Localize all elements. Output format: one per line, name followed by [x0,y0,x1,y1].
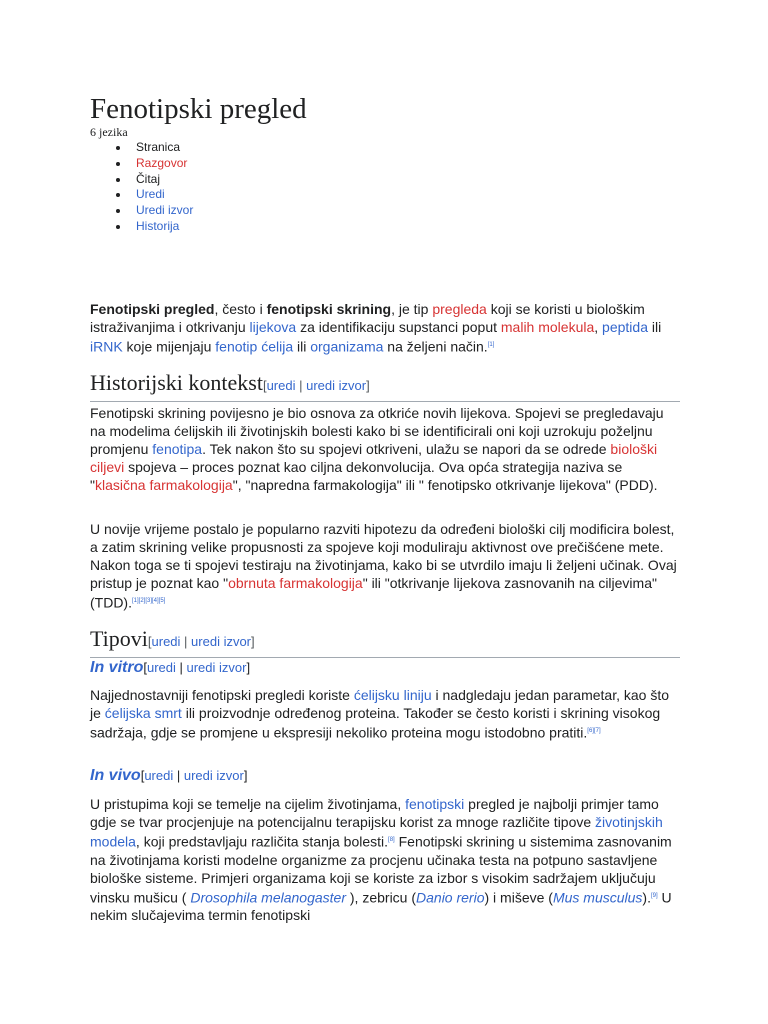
historijski-paragraph-1: Fenotipski skrining povijesno je bio osnova za otkriće novih lijekova. Spojevi se pregledavaju na modelima ćelijskih ili životinjskih bolesti kako bi se identificirali oni koji uzrokuju poželjnu promjenu fenotipa. Tek nakon što su spojevi otkriveni, ulažu se napori da se odrede biološki ciljevi spojeva – proces poznat kao ciljna dekonvolucija. Ova opća strategija naziva se "klasična farmakologija", "napredna farmakologija" ili " fenotipsko otkrivanje lijekova" (PDD). [90,405,664,493]
section-heading-historijski: Historijski kontekst[uredi | uredi izvor] [90,370,680,402]
reference[interactable]: [8] [388,837,395,843]
intro-paragraph: Fenotipski pregled, često i fenotipski skrining, je tip pregleda koji se koristi u biološkim istraživanjima i otkrivanju lijekova za identifikaciju supstanci poput malih molekula, peptida ili iRNK koje mijenjaju fenotip ćelija ili organizama na željeni način.[1] [90,301,662,355]
section-edit-links: [uredi | uredi izvor] [262,378,370,393]
action-citaj[interactable]: Čitaj [90,172,193,188]
subsection-heading-in-vivo: In vivo[uredi | uredi izvor] [90,767,248,784]
link-obrnuta-farmakologija[interactable]: obrnuta farmakologija [228,575,363,591]
action-historija[interactable]: Historija [90,219,193,235]
edit-source-link[interactable]: uredi izvor [191,634,252,649]
reference[interactable]: [9] [650,892,658,899]
section-edit-links: [uredi | uredi izvor] [140,768,248,783]
in-vivo-paragraph: U pristupima koji se temelje na cijelim životinjama, fenotipski pregled je najbolji primjer tamo gdje se tvar procjenjuje na potencijalnu terapijsku korist za mnoge različite tipove životinjskih modela, koji predstavljaju različita stanja bolesti.[8] Fenotipski skrining u sistemima zasnovanim na životinjama koristi modelne organizme za procjenu učinaka testa na potpuno sastavljene biološke sisteme. Primjeri organizama koji se koriste za izbor s visokim sadržajem uključuju vinsku mušicu ( Drosophila melanogaster ), zebricu (Danio rerio) i miševe (Mus musculus).[9] U nekim slučajevima termin fenotipski [90,796,672,924]
action-uredi-izvor[interactable]: Uredi izvor [90,203,193,219]
link-zivotinjskih-modela[interactable]: životinjskih modela [90,814,663,850]
link-malih-molekula[interactable]: malih molekula [500,319,595,335]
link-klasicna-farmakologija[interactable]: klasična farmakologija [94,477,233,493]
action-stranica[interactable]: Stranica [90,140,193,156]
edit-source-link[interactable]: uredi izvor [183,768,244,783]
link-drosophila[interactable]: Drosophila melanogaster [190,889,346,906]
reference[interactable]: [1] [487,342,495,348]
edit-link[interactable]: uredi [151,634,181,649]
link-bioloski-ciljevi[interactable]: biološki ciljevi [90,441,658,475]
action-razgovor[interactable]: Razgovor [90,156,193,172]
link-fenotipa[interactable]: fenotipa [152,441,203,457]
section-edit-links: [uredi | uredi izvor] [143,660,251,675]
edit-link[interactable]: uredi [144,768,174,783]
link-fenotip-celija[interactable]: fenotip ćelija [215,338,294,355]
subsection-heading-in-vitro: In vitro[uredi | uredi izvor] [90,659,251,676]
languages-link[interactable]: 6 jezika [90,125,128,139]
page-title: Fenotipski pregled [90,93,307,125]
link-mus-musculus[interactable]: Mus musculus [552,889,643,906]
link-fenotipski[interactable]: fenotipski [405,796,465,812]
link-irnk[interactable]: iRNK [90,338,123,355]
link-organizama[interactable]: organizama [310,338,384,355]
link-pregleda[interactable]: pregleda [432,301,487,317]
link-lijekova[interactable]: lijekova [249,319,297,335]
link-celijsku-liniju[interactable]: ćelijsku liniju [353,687,432,703]
reference[interactable]: [6][7] [587,728,601,734]
section-heading-tipovi: Tipovi[uredi | uredi izvor] [90,626,680,658]
edit-link[interactable]: uredi [266,378,296,393]
link-celijska-smrt[interactable]: ćelijska smrt [104,705,182,721]
edit-source-link[interactable]: uredi izvor [186,660,247,675]
edit-link[interactable]: uredi [146,660,176,675]
historijski-paragraph-2: U novije vrijeme postalo je popularno razviti hipotezu da određeni biološki cilj modificira bolest, a zatim skrining velike propusnosti za spojeve koji moduliraju aktivnost ove prečišćene mete. Nakon toga se ti spojevi testiraju na životinjama, kako bi se utvrdilo imaju li željeni učinak. Ovaj pristup je poznat kao "obrnuta farmakologija" ili "otkrivanje lijekova zasnovanih na ciljevima" (TDD).[1][2][3][4][5] [90,521,677,611]
bold-term: Fenotipski pregled [90,301,215,317]
page-actions-list [90,140,193,235]
edit-source-link[interactable]: uredi izvor [306,378,367,393]
action-uredi[interactable]: Uredi [90,187,193,203]
bold-term: fenotipski skrining [266,301,392,317]
link-danio-rerio[interactable]: Danio rerio [416,889,485,906]
section-edit-links: [uredi | uredi izvor] [147,634,255,649]
link-peptida[interactable]: peptida [602,319,648,335]
reference[interactable]: [1][2][3][4][5] [132,598,166,604]
in-vitro-paragraph: Najjednostavniji fenotipski pregledi koriste ćelijsku liniju i nadgledaju jedan parametar, kao što je ćelijska smrt ili proizvodnje određenog proteina. Također se često koristi i skrining visokog sadržaja, gdje se promjene u ekspresiji nekoliko proteina mogu istodobno pratiti.[6][7] [90,687,670,741]
